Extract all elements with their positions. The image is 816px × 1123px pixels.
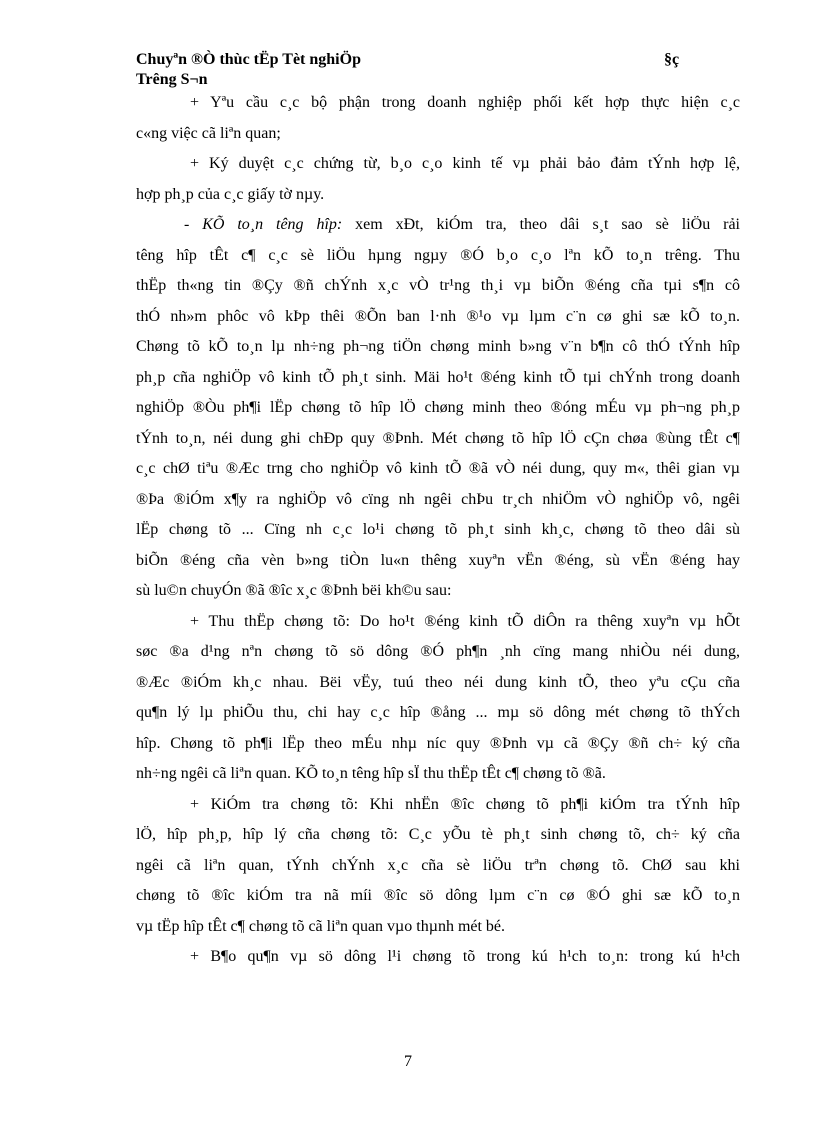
text-line: nh÷ng ngêi cã liªn quan. KÕ to¸n têng hîp sÏ thu thËp tÊt c¶ chøng tõ ®ã. <box>136 765 606 782</box>
text-line: biÕn ®éng cña vèn b»ng tiÒn lu«n thêng xuyªn vËn ®éng, sù vËn ®éng hay <box>136 551 740 569</box>
text-line: vµ tËp hîp tÊt c¶ chøng tõ cã liªn quan vµo thµnh mét bé. <box>136 917 506 935</box>
text-line: hîp. Chøng tõ ph¶i lËp theo mÉu nhµ níc quy ®Þnh vµ cã ®Çy ®ñ ch÷ ký cña <box>136 734 740 752</box>
text-line: thÓ nh»m phôc vô kÞp thêi ®Õn ban l·nh ®¹o vµ lµm c¨n cø ghi sæ kÕ to¸n. <box>136 307 740 325</box>
text-line: ®Þa ®iÓm x¶y ra nghiÖp vô cïng nh ngêi chÞu tr¸ch nhiÖm vÒ nghiÖp vô, ngêi <box>136 490 740 508</box>
text-line: søc ®a d¹ng nªn chøng tõ sö dông ®Ó ph¶n ¸nh cïng mang nhiÒu néi dung, <box>136 643 740 660</box>
text-line: + Yªu cầu c¸c bộ phận trong doanh nghiệp phối kết hợp thực hiện c¸c <box>190 94 740 111</box>
text-line: c¸c chØ tiªu ®Æc trng cho nghiÖp vô kinh tÕ ®ã vÒ néi dung, quy m«, thêi gian vµ <box>136 460 740 477</box>
header-title-line-1: Chuyªn ®Ò thùc tËp Tèt nghiÖp <box>136 51 361 68</box>
text-line: chøng tõ ®îc kiÓm tra nã míi ®îc sö dông lµm c¨n cø ®Ó ghi sæ kÕ to¸n <box>136 887 740 904</box>
text-line: tÝnh to¸n, néi dung ghi chÐp quy ®Þnh. Mét chøng tõ hîp lÖ cÇn chøa ®ùng tÊt c¶ <box>136 429 740 447</box>
text-line: Chøng tõ kÕ to¸n lµ nh÷ng ph¬ng tiÖn chøng minh b»ng v¨n b¶n cô thÓ tÝnh hîp <box>136 338 740 355</box>
text-line: + Ký duyệt c¸c chứng từ, b¸o c¸o kinh tế vµ phải bảo đảm tÝnh hợp lệ, <box>190 155 740 172</box>
running-header <box>136 50 696 90</box>
text-line: têng hîp tÊt c¶ c¸c sè liÖu hµng ngµy ®Ó b¸o c¸o lªn kÕ to¸n trêng. Thu <box>136 246 740 264</box>
text-line: + B¶o qu¶n vµ sö dông l¹i chøng tõ trong kú h¹ch to¸n: trong kú h¹ch <box>190 948 740 965</box>
header-title-line-2: Trêng S¬n <box>136 71 208 88</box>
text-line: + Thu thËp chøng tõ: Do ho¹t ®éng kinh tÕ diÔn ra thêng xuyªn vµ hÕt <box>190 612 740 630</box>
text-run: xem xÐt, kiÓm tra, theo dâi s¸t sao sè liÖu rải <box>342 216 740 233</box>
text-line: ®Æc ®iÓm kh¸c nhau. Bëi vËy, tuú theo néi dung kinh tÕ, theo yªu cÇu cña <box>136 673 740 691</box>
header-right-mark: §ç <box>664 51 680 68</box>
body-text <box>136 88 740 973</box>
italic-heading: - KÕ to¸n têng hîp: <box>184 216 343 233</box>
text-line: lÖ, hîp ph¸p, hîp lý cña chøng tõ: C¸c yÕu tè ph¸t sinh chøng tõ, ch÷ ký cña <box>136 826 740 843</box>
text-line: hợp ph¸p của c¸c giấy tờ nµy. <box>136 185 325 203</box>
text-line: ngêi cã liªn quan, tÝnh chÝnh x¸c cña sè liÖu trªn chøng tõ. ChØ sau khi <box>136 856 740 874</box>
text-line: + KiÓm tra chøng tõ: Khi nhËn ®îc chøng tõ ph¶i kiÓm tra tÝnh hîp <box>190 795 740 813</box>
text-line: thËp th«ng tin ®Çy ®ñ chÝnh x¸c vÒ tr¹ng th¸i vµ biÕn ®éng cña tµi s¶n cô <box>136 277 740 294</box>
text-line: ph¸p cña nghiÖp vô kinh tÕ ph¸t sinh. Mäi ho¹t ®éng kinh tÕ tµi chÝnh trong doanh <box>136 368 740 386</box>
text-line: nghiÖp ®Òu ph¶i lËp chøng tõ hîp lÖ chøng minh theo ®óng mÉu vµ ph¬ng ph¸p <box>136 399 740 416</box>
text-line: c«ng việc cã liªn quan; <box>136 124 281 142</box>
text-line: lËp chøng tõ ... Cïng nh c¸c lo¹i chøng tõ ph¸t sinh kh¸c, chøng tõ theo dâi sù <box>136 521 740 538</box>
text-line: qu¶n lý lµ phiÕu thu, chi hay c¸c hîp ®ång ... mµ sö dông mét chøng tõ thÝch <box>136 704 740 721</box>
text-line <box>136 210 740 241</box>
text-line: sù lu©n chuyÓn ®ã ®îc x¸c ®Þnh bëi kh©u sau: <box>136 582 452 599</box>
page-number: 7 <box>404 1053 412 1070</box>
